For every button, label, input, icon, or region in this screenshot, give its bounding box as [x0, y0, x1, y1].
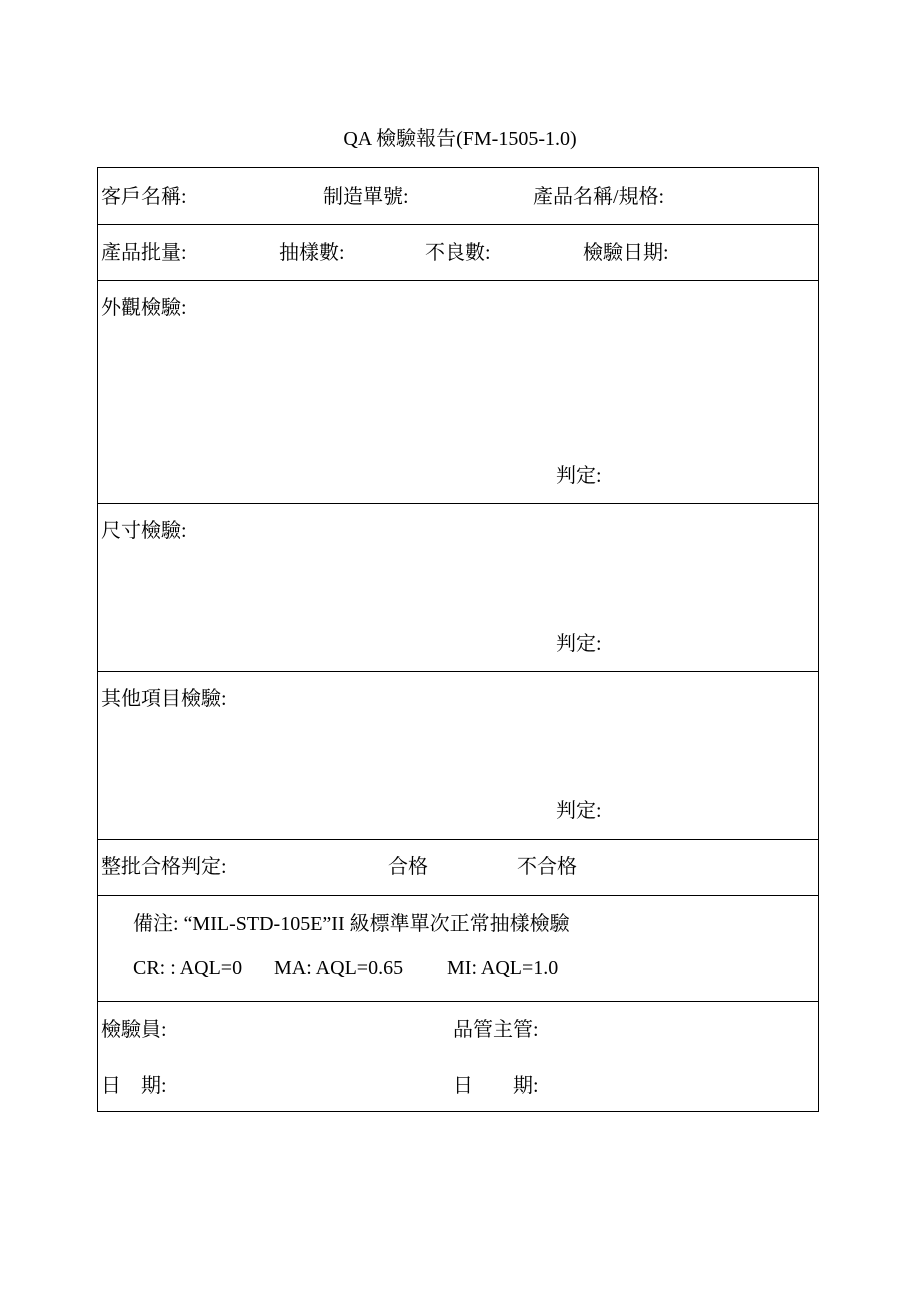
product-spec-label: 產品名稱/規格: [533, 186, 665, 208]
remarks-section [98, 896, 818, 1002]
aql-mi: MI: AQL=1.0 [447, 957, 559, 979]
qa-manager-label: 品管主管: [453, 1019, 539, 1041]
lot-qty-label: 產品批量: [101, 242, 187, 264]
appearance-label: 外觀檢驗: [101, 297, 187, 319]
order-no-label: 制造單號: [323, 186, 409, 208]
other-section [98, 672, 818, 840]
batch-judgement-label: 整批合格判定: [101, 856, 227, 878]
dimension-label: 尺寸檢驗: [101, 520, 187, 542]
sample-qty-label: 抽樣數: [279, 242, 345, 264]
batch-judgement-row [98, 840, 818, 896]
appearance-section [98, 281, 818, 504]
inspect-date-label: 檢驗日期: [583, 242, 669, 264]
signoff-section [98, 1002, 818, 1111]
inspector-label: 檢驗員: [101, 1019, 167, 1041]
other-judgement-label: 判定: [556, 800, 602, 822]
pass-option[interactable]: 合格 [388, 856, 428, 878]
qa-manager-date-label: 日 期: [453, 1075, 539, 1097]
defect-qty-label: 不良數: [425, 242, 491, 264]
remarks-line: 備注: “MIL-STD-105E”II 級標準單次正常抽樣檢驗 [133, 913, 570, 935]
fail-option[interactable]: 不合格 [517, 856, 577, 878]
aql-ma: MA: AQL=0.65 [274, 957, 404, 979]
appearance-judgement-label: 判定: [556, 465, 602, 487]
dimension-judgement-label: 判定: [556, 633, 602, 655]
inspection-form [97, 167, 819, 1112]
other-label: 其他項目檢驗: [101, 688, 227, 710]
header-row-2 [98, 225, 818, 281]
report-title: QA 檢驗報告(FM-1505-1.0) [343, 128, 577, 150]
customer-name-label: 客戶名稱: [101, 186, 187, 208]
inspector-date-label: 日 期: [101, 1075, 167, 1097]
dimension-section [98, 504, 818, 672]
aql-cr: CR: : AQL=0 [133, 957, 243, 979]
header-row-1 [98, 168, 818, 225]
